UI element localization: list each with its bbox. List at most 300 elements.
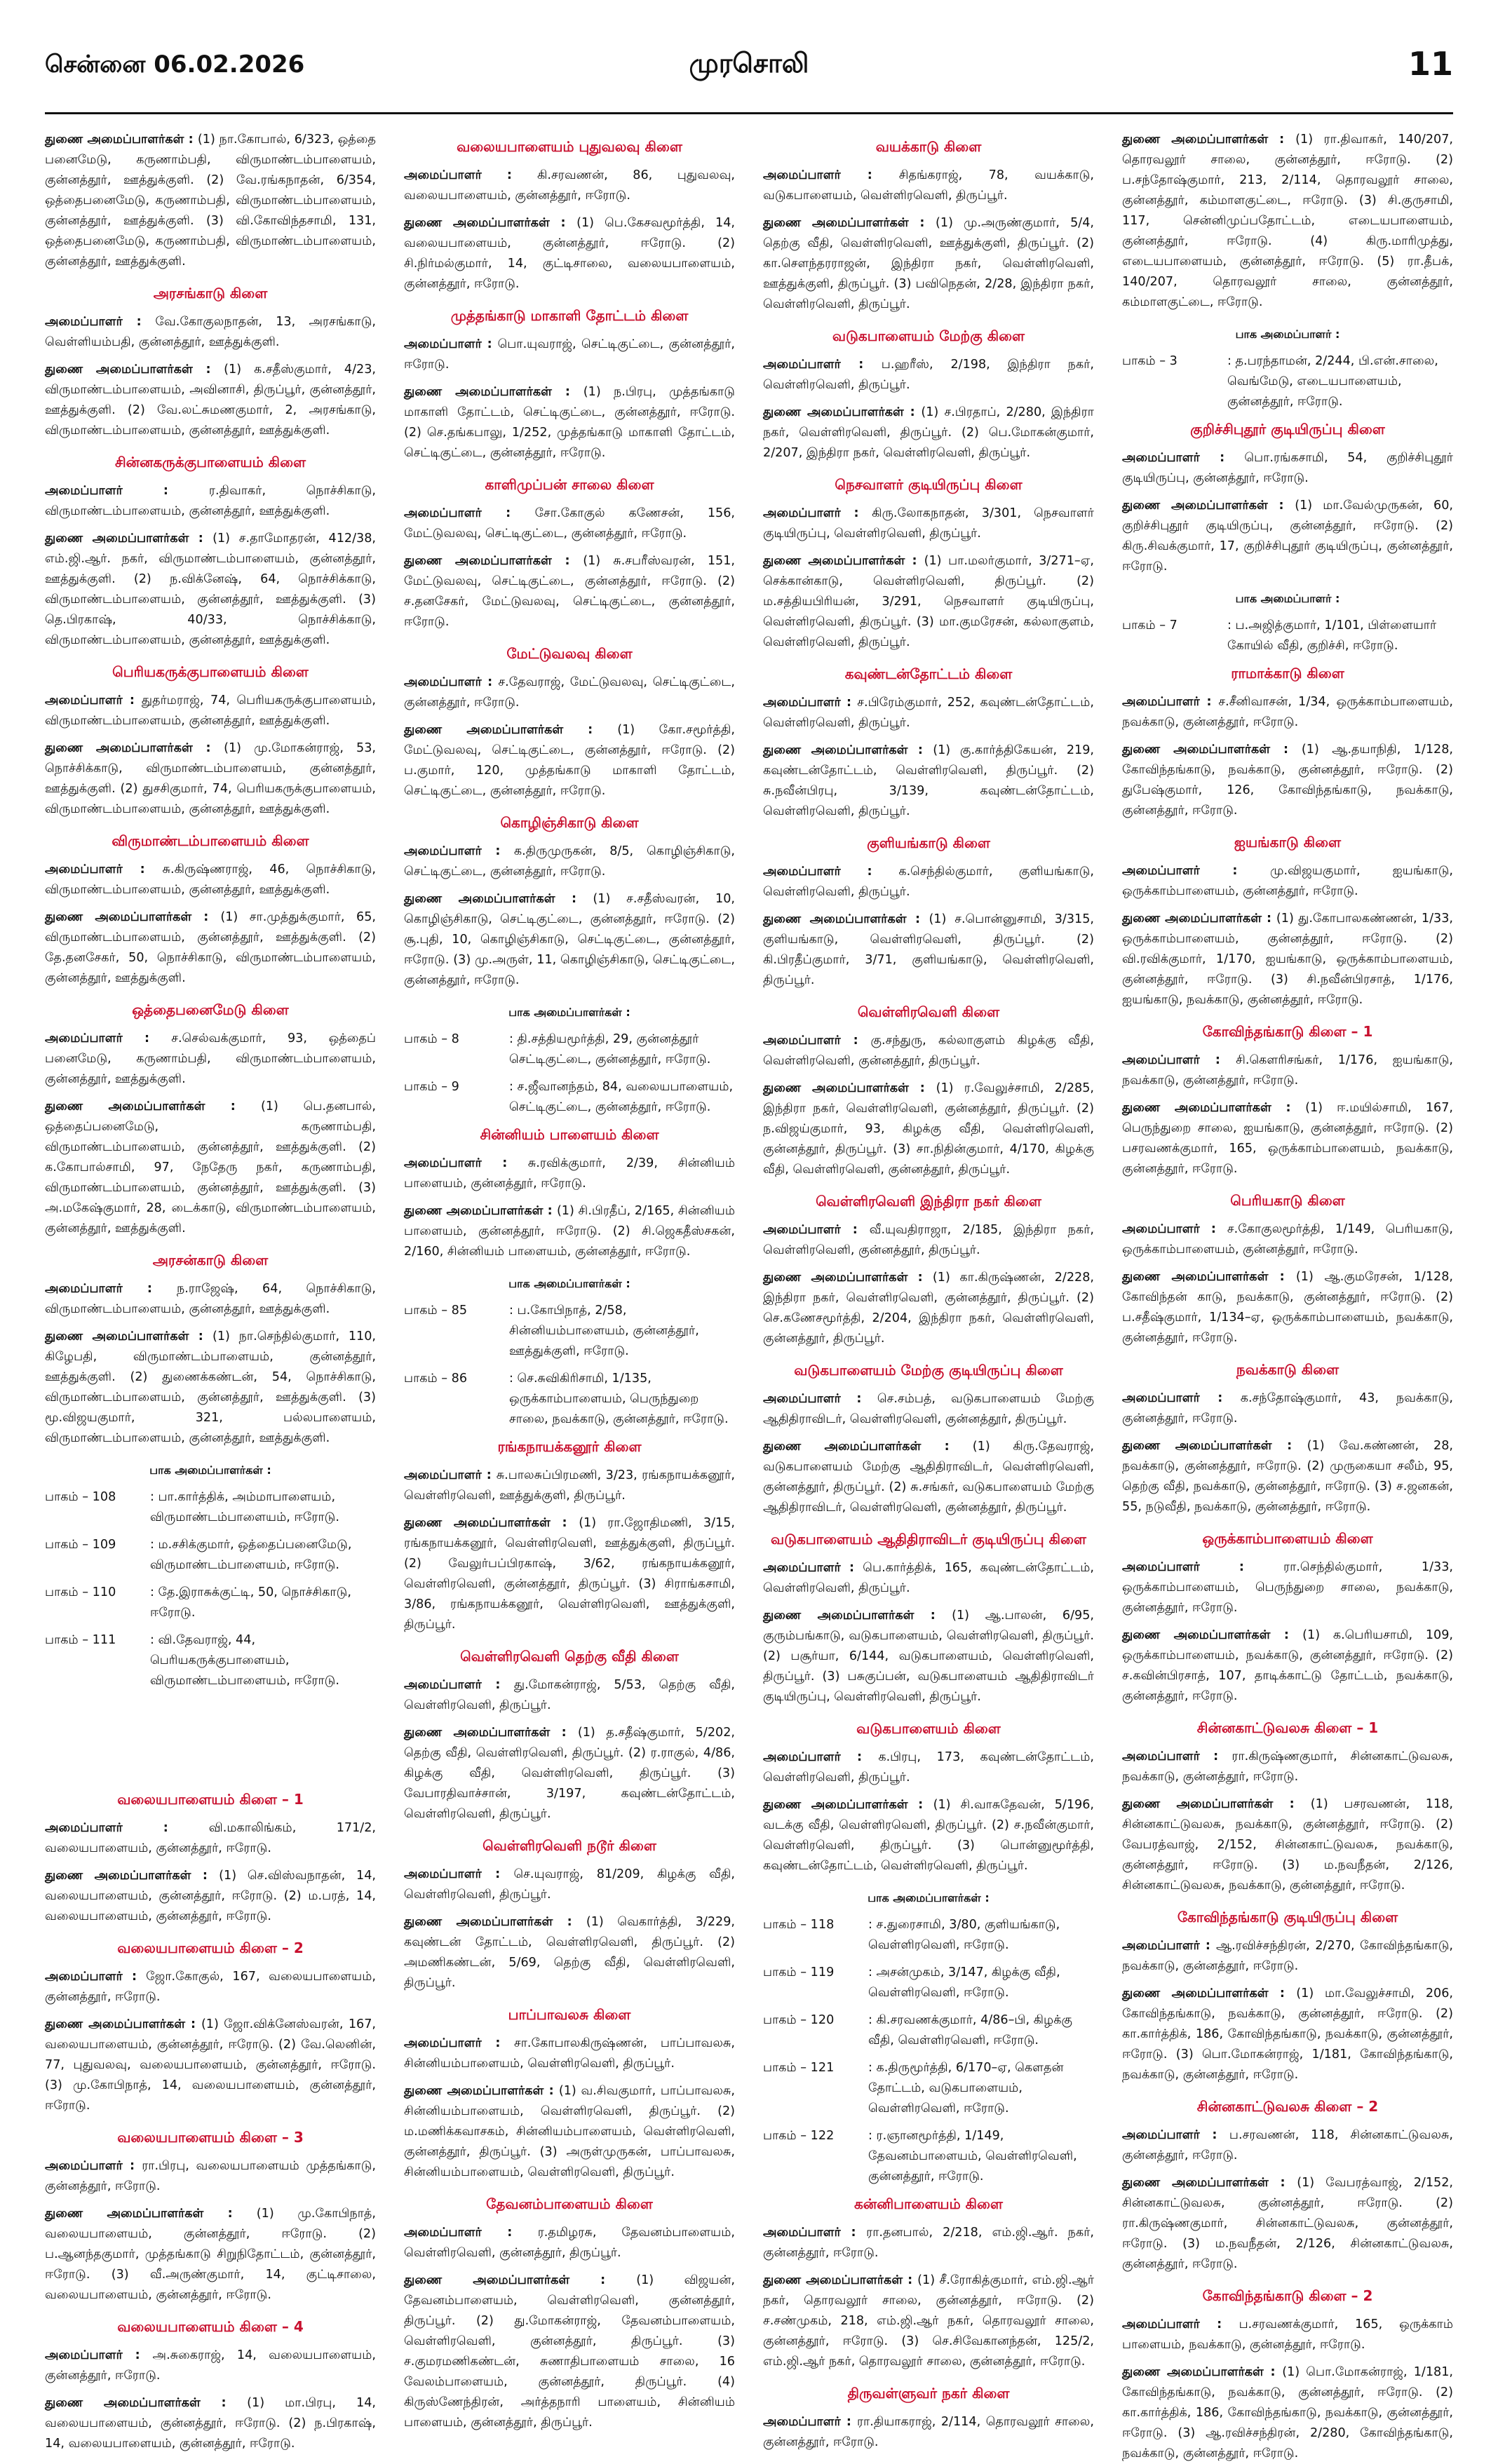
column-4 — [1122, 130, 1454, 2460]
office-bearer-entry — [763, 693, 1094, 733]
names-text: (1) ஜோ.விக்னேஸ்வரன், 167, வலையபாளையம், குன்னத்தூர், ஈரோடு. (2) வே.லெனின், 77, புதுவலவு, வலையபாளையம், குன்னத்தூர், ஈரோடு. (3) மு.கோபிநாத், 14, வலையபாளையம், குன்னத்தூர், ஈரோடு. — [45, 2017, 376, 2113]
office-bearer-entry — [404, 334, 735, 375]
branch-section — [1122, 130, 1453, 313]
office-bearer-entry — [404, 2223, 735, 2263]
role-label: அமைப்பாளர் : — [1122, 1749, 1232, 1764]
names-text: (1) ர.வேலுச்சாமி, 2/285, இந்திரா நகர், வெள்ளிரவெளி, குன்னத்தூர், திருப்பூர். (2) ந.விஜய்குமார், 93, கிழக்கு வீதி, வெள்ளிரவெளி, குன்னத்தூர், திருப்பூர். (3) சா.நிதின்குமார், 4/170, கிழக்கு வீதி, வெள்ளிரவெளி, குன்னத்தூர், திருப்பூர். — [763, 1081, 1094, 1177]
names-text: (1) த.சதீஷ்குமார், 5/202, தெற்கு வீதி, வெள்ளிரவெளி, திருப்பூர். (2) ர.ராகுல், 4/86, கிழக்கு வீதி, வெள்ளிரவெளி, திருப்பூர். (3) வேபாரதிவாச்சான், 3/197, கவுண்டன்தோட்டம், வெள்ளிரவெளி, திருப்பூர். — [404, 1726, 735, 1821]
names-text: (1) சா.முத்துக்குமார், 65, விருமாண்டம்பாளையம், குன்னத்தூர், ஊத்துக்குளி. (2) தே.தனசேகர், 50, நொச்சிகாடு, விருமாண்டம்பாளையம், குன்னத்தூர், ஊத்துக்குளி. — [45, 910, 376, 985]
role-label: அமைப்பாளர் : — [1122, 1222, 1227, 1236]
role-label: துணை அமைப்பாளர்கள் : — [1122, 1101, 1306, 1115]
office-bearer-entry — [1122, 740, 1453, 821]
names-text: (1) ந.பிரபு, முத்தங்காடு மாகாளி தோட்டம், செட்டிகுட்டை, குன்னத்தூர், ஈரோடு. (2) செ.தங்கபாலு, 1/252, முத்தங்காடு மாகாளி தோட்டம், செட்டிகுட்டை, குன்னத்தூர், ஈரோடு. — [404, 385, 736, 460]
names-text: (1) மு.மோகன்ராஜ், 53, நொச்சிக்காடு, விருமாண்டம்பாளையம், குன்னத்தூர், ஊத்துக்குளி. (2) துசசிகுமார், 74, பெரியகருக்குபாளையம், விருமாண்டம்பாளையம், குன்னத்தூர், ஊத்துக்குளி. — [45, 741, 377, 816]
office-bearer-entry — [763, 355, 1094, 395]
booth-row — [404, 1029, 735, 1070]
role-label: அமைப்பாளர் : — [1122, 2317, 1239, 2331]
header-rule — [45, 112, 1453, 114]
names-text: (1) விஜயன், தேவனம்பாளையம், வெள்ளிரவெளி, குன்னத்தூர், திருப்பூர். (2) து.மோகன்ராஜ், தேவனம்பாளையம், வெள்ளிரவெளி, குன்னத்தூர், திருப்பூர். (3) ச.குமரமணிகண்டன், சுணாதிபாளையம் சாலை, 16 வேலம்பாளையம், குன்னத்தூர், திருப்பூர். (4) கிருஸ்ணேந்திரன், அர்த்தநாரி பாளையம், சின்னியம் பாளையம், குன்னத்தூர், திருப்பூர். — [404, 2273, 735, 2430]
branch-section — [763, 833, 1094, 991]
role-label: துணை அமைப்பாளர்கள் : — [763, 554, 924, 568]
branch-title: நெசவாளர் குடியிருப்பு கிளை — [835, 476, 1023, 493]
names-text: பெ.கார்த்திக், 165, கவுண்டன்தோட்டம், வெள்ளிரவெளி, திருப்பூர். — [763, 1561, 1094, 1595]
names-text: ப.சரவணன், 118, சின்னகாட்டுவலசு, குன்னத்தூர், ஈரோடு. — [1122, 2128, 1453, 2162]
role-label: அமைப்பாளர் : — [763, 2415, 857, 2429]
branch-section — [404, 1836, 735, 1993]
role-label: அமைப்பாளர் : — [45, 693, 142, 708]
names-text: (1) பொ.மோகன்ராஜ், 1/181, கோவிந்தங்காடு, நவக்காடு, குன்னத்தூர், ஈரோடு. (2) கா.கார்த்திக், 186, கோவிந்தங்காடு, நவக்காடு, குன்னத்தூர், ஈரோடு. (3) ஆ.ரவிச்சந்திரன், 2/280, கோவிந்தங்காடு, நவக்காடு, குன்னத்தூர், ஈரோடு. — [1122, 2365, 1453, 2460]
booth-row — [45, 1535, 376, 1576]
office-bearer-entry — [404, 720, 735, 801]
role-label: அமைப்பாளர் : — [45, 862, 163, 876]
office-bearer-entry — [1122, 692, 1453, 733]
office-bearer-entry — [763, 503, 1094, 544]
role-label: அமைப்பாளர் : — [1122, 451, 1245, 465]
office-bearer-entry — [404, 2033, 735, 2074]
role-label: துணை அமைப்பாளர்கள் : — [763, 2273, 918, 2287]
names-text: க.பிரபு, 173, கவுண்டன்தோட்டம், வெள்ளிரவெளி, திருப்பூர். — [763, 1750, 1094, 1785]
office-bearer-entry — [1122, 1984, 1453, 2085]
branch-section — [404, 644, 735, 801]
names-text: துதர்மராஜ், 74, பெரியகருக்குபாளையம், விருமாண்டம்பாளையம், குன்னத்தூர், ஊத்துக்குளி. — [45, 693, 376, 728]
booth-number: பாகம் – 109 — [45, 1538, 116, 1552]
office-bearer-entry — [404, 1723, 735, 1825]
role-label: துணை அமைப்பாளர்கள் : — [763, 216, 936, 230]
branch-title: குறிச்சிபுதூர் குடியிருப்பு கிளை — [1190, 421, 1385, 438]
office-bearer-entry — [1122, 1098, 1453, 1179]
names-text: சு.ரவிக்குமார், 2/39, சின்னியம் பாளையம், குன்னத்தூர், ஈரோடு. — [404, 1156, 736, 1191]
office-bearer-entry — [1122, 909, 1453, 1010]
branch-section — [763, 1360, 1094, 1518]
names-text: (1) நா.செந்தில்குமார், 110, கிழேபதி, விருமாண்டம்பாளையம், குன்னத்தூர், ஊத்துக்குளி. (2) துணைக்கண்டன், 54, நொச்சிகாடு, விருமாண்டம்பாளையம், குன்னத்தூர், ஊத்துக்குளி. (3) மூ.விஜயகுமார், 321, பல்லபாளையம், விருமாண்டம்பாளையம், குன்னத்தூர், ஊத்துக்குளி. — [45, 1329, 376, 1445]
booth-number: பாகம் – 86 — [404, 1372, 468, 1386]
office-bearer-entry — [45, 481, 376, 522]
names-text: ச.பிரேம்குமார், 252, கவுண்டன்தோட்டம், வெள்ளிரவெளி, திருப்பூர். — [763, 696, 1094, 730]
booth-row — [45, 1583, 376, 1623]
names-text: ச.செல்வக்குமார், 93, ஒத்தைப் பனைமேடு, கருணாம்பதி, விருமாண்டம்பாளையம், குன்னத்தூர், ஊத்துக்குளி. — [45, 1031, 377, 1086]
names-text: (1) சீ.ரோகித்குமார், எம்.ஜி.ஆர் நகர், தொரவலூர் சாலை, குன்னத்தூர், ஈரோடு. (2) ச.சண்முகம், 218, எம்.ஜி.ஆர் நகர், தொரவலூர் சாலை, குன்னத்தூர், ஈரோடு. (3) செ.சிவேகானந்தன், 125/2, எம்.ஜி.ஆர் நகர், தொரவலூர் சாலை, குன்னத்தூர், ஈரோடு. — [763, 2273, 1095, 2369]
names-text: (1) மா.வேலுச்சாமி, 206, கோவிந்தங்காடு, நவக்காடு, குன்னத்தூர், ஈரோடு. (2) கா.கார்த்திக், 186, கோவிந்தங்காடு, நவக்காடு, குன்னத்தூர், ஈரோடு. (3) பொ.மோகன்ராஜ், 1/181, கோவிந்தங்காடு, நவக்காடு, குன்னத்தூர், ஈரோடு. — [1122, 1986, 1453, 2082]
branch-title: வடுகபாளையம் மேற்கு கிளை — [832, 327, 1025, 344]
office-bearer-entry — [45, 130, 376, 272]
names-text: (1) பா.மலர்குமார், 3/271–ஏ, செக்கான்காடு, வெள்ளிரவெளி, திருப்பூர். (2) ம.சத்தியபிரியன், 3/291, நெசவாளர் குடியிருப்பு, வெள்ளிரவெளி, திருப்பூர். (3) மா.குமரேசன், கல்லாகுளம், வெள்ளிரவெளி, திருப்பூர். — [763, 554, 1095, 649]
branch-section — [763, 2383, 1094, 2453]
names-text: (1) க.சதீஸ்குமார், 4/23, விருமாண்டம்பாளையம், அவினாசி, திருப்பூர், குன்னத்தூர், ஊத்துக்குளி. (2) வே.லட்சுமணகுமார், 2, அரசங்காடு, விருமாண்டம்பாளையம், குன்னத்தூர், ஊத்துக்குளி. — [45, 363, 376, 438]
branch-title: பாப்பாவலசு கிளை — [508, 2006, 631, 2023]
role-label: அமைப்பாளர் : — [45, 315, 156, 329]
branch-section — [763, 1529, 1094, 1707]
branch-title: ராமாக்காடு கிளை — [1231, 665, 1344, 682]
office-bearer-entry — [763, 1606, 1094, 1707]
office-bearer-entry — [404, 889, 735, 991]
booth-number: பாகம் – 108 — [45, 1490, 116, 1504]
names-text: ரா.தியாகராஜ், 2/114, தொரவலூர் சாலை, குன்னத்தூர், ஈரோடு. — [763, 2415, 1094, 2449]
names-text: (1) ஆ.தயாநிதி, 1/128, கோவிந்தங்காடு, நவக்காடு, குன்னத்தூர், ஈரோடு. (2) துபேஷ்குமார், 126, கோவிந்தங்காடு, நவக்காடு, குன்னத்தூர், ஈரோடு. — [1122, 743, 1453, 818]
branch-section — [45, 1000, 376, 1239]
date-line: சென்னை 06.02.2026 — [45, 50, 305, 79]
role-label: அமைப்பாளர் : — [404, 1678, 514, 1692]
role-label: துணை அமைப்பாளர்கள் : — [404, 2084, 559, 2098]
role-label: அமைப்பாளர் : — [763, 2226, 867, 2240]
office-bearer-entry — [763, 551, 1094, 653]
role-label: துணை அமைப்பாளர்கள் : — [45, 1099, 261, 1113]
booth-number: பாகம் – 110 — [45, 1585, 116, 1599]
names-text: சு.கிருஷ்ணராஜ், 46, நொச்சிகாடு, விருமாண்டம்பாளையம், குன்னத்தூர், ஊத்துக்குளி. — [45, 862, 376, 897]
names-text: து.மோகன்ராஜ், 5/53, தெற்கு வீதி, வெள்ளிரவெளி, திருப்பூர். — [404, 1678, 736, 1712]
role-label: துணை அமைப்பாளர்கள் : — [1122, 912, 1276, 926]
names-text: ர.தமிழரசு, தேவனம்பாளையம், வெள்ளிரவெளி, குன்னத்தூர், திருப்பூர். — [404, 2226, 735, 2260]
office-bearer-entry — [404, 672, 735, 713]
booth-number: பாகம் – 111 — [45, 1633, 116, 1647]
role-label: அமைப்பாளர் : — [404, 1156, 528, 1170]
booth-agent: : ர.ஞானமூர்த்தி, 1/149, தேவனம்பாளையம், வெள்ளிரவெளி, குன்னத்தூர், ஈரோடு. — [868, 2129, 1077, 2184]
booth-row — [404, 1301, 735, 1362]
role-label: துணை அமைப்பாளர்கள் : — [404, 1726, 578, 1740]
role-label: துணை அமைப்பாளர்கள் : — [45, 741, 224, 755]
booth-number: பாகம் – 122 — [763, 2129, 835, 2143]
office-bearer-entry — [45, 860, 376, 900]
masthead — [45, 42, 1453, 105]
names-text: (1) சி.வாசுதேவன், 5/196, வடக்கு வீதி, வெள்ளிரவெளி, திருப்பூர். (2) ச.நவீன்குமார், வெள்ளிரவெளி, திருப்பூர். (3) பொன்னுமூர்த்தி, கவுண்டன்தோட்டம், வெள்ளிரவெளி, திருப்பூர். — [763, 1798, 1094, 1873]
role-label: துணை அமைப்பாளர்கள் : — [1122, 2176, 1297, 2190]
branch-title: அரசங்காடு கிளை — [153, 285, 268, 302]
booth-agent: : ப.கோபிநாத், 2/58, சின்னியம்பாளையம், குன்னத்தூர், ஊத்துக்குளி, ஈரோடு. — [509, 1304, 699, 1358]
role-label: அமைப்பாளர் : — [763, 168, 899, 182]
names-text: (1) ரா.திவாகர், 140/207, தொரவலூர் சாலை, குன்னத்தூர், ஈரோடு. (2) ப.சந்தோஷ்குமார், 213, 2/114, தொரவலூர் சாலை, குன்னத்தூர், கம்மாளகுட்டை, ஈரோடு. (3) சி.குருசாமி, 117, சென்னிமுப்பதோட்டம், எடையபாளையம், குன்னத்தூர், ஈரோடு. (4) கிரு.மாரிமுத்து, எடையபாளையம், குன்னத்தூர், ஈரோடு. (5) ரா.தீபக், 140/207, தொரவலூர் சாலை, குன்னத்தூர், கம்மாளகுட்டை, ஈரோடு. — [1122, 133, 1453, 309]
booth-row — [763, 2126, 1094, 2187]
booth-row — [763, 1915, 1094, 1956]
office-bearer-entry — [45, 1279, 376, 1320]
names-text: வே.கோகுலநாதன், 13, அரசங்காடு, வெள்ளியம்பதி, குன்னத்தூர், ஊத்துக்குளி. — [45, 315, 377, 349]
role-label: அமைப்பாளர் : — [763, 506, 872, 520]
names-text: ஆ.ரவிச்சந்திரன், 2/270, கோவிந்தங்காடு, நவக்காடு, குன்னத்தூர், ஈரோடு. — [1122, 1939, 1453, 1973]
office-bearer-entry — [404, 1675, 735, 1716]
role-label: துணை அமைப்பாளர்கள் : — [404, 554, 583, 568]
office-bearer-entry — [45, 1327, 376, 1449]
names-text: (1) ச.தாமோதரன், 412/38, எம்.ஜி.ஆர். நகர், விருமாண்டம்பாளையம், குன்னத்தூர், ஊத்துக்குளி. (2) ந.விக்னேஷ், 64, நொச்சிக்காடு, விருமாண்டம்பாளையம், குன்னத்தூர், ஊத்துக்குளி. (3) தெ.பிரகாஷ், 40/33, நொச்சிக்காடு, விருமாண்டம்பாளையம், குன்னத்தூர், ஊத்துக்குளி. — [45, 532, 376, 647]
office-bearer-entry — [45, 1967, 376, 2008]
role-label: துணை அமைப்பாளர்கள் : — [404, 1516, 579, 1530]
office-bearer-entry — [1122, 1794, 1453, 1896]
office-bearer-entry — [45, 2204, 376, 2306]
booth-row — [404, 1369, 735, 1430]
booth-agent: : க.திருமூர்த்தி, 6/170–ஏ, கௌதன் தோட்டம், வடுகபாளையம், வெள்ளிரவெளி, ஈரோடு. — [868, 2061, 1064, 2116]
names-text: சி.கௌரிசங்கர், 1/176, ஐயங்காடு, நவக்காடு, குன்னத்தூர், ஈரோடு. — [1122, 1053, 1453, 1088]
branch-section — [45, 1938, 376, 2116]
office-bearer-entry — [763, 1389, 1094, 1430]
branch-title: ஒத்தைபனைமேடு கிளை — [132, 1001, 289, 1018]
role-label: அமைப்பாளர் : — [763, 1034, 871, 1048]
role-label: துணை அமைப்பாளர்கள் : — [45, 2017, 201, 2031]
office-bearer-entry — [763, 1795, 1094, 1876]
names-text: (1) மா.வேல்முருகன், 60, குறிச்சிபுதூர் குடியிருப்பு, குன்னத்தூர், ஈரோடு. (2) கிரு.சிவக்குமார், 17, குறிச்சிபுதூர் குடியிருப்பு, குன்னத்தூர், ஈரோடு. — [1122, 499, 1454, 574]
branch-title: வலையபாளையம் புதுவலவு கிளை — [457, 138, 682, 155]
branch-section — [1122, 1022, 1453, 1179]
office-bearer-entry — [1122, 1388, 1453, 1429]
branch-section — [763, 1002, 1094, 1180]
office-bearer-entry — [404, 1864, 735, 1905]
booth-row — [763, 2010, 1094, 2051]
names-text: (1) ஆ.குமரேசன், 1/128, கோவிந்தன் காடு, நவக்காடு, குன்னத்தூர், ஈரோடு. (2) ப.சதீஷ்குமார், 1/134–ஏ, ஒருக்காம்பாளையம், நவக்காடு, குன்னத்தூர், ஈரோடு. — [1122, 1270, 1453, 1345]
role-label: துணை அமைப்பாளர்கள் : — [1122, 499, 1295, 513]
booth-number: பாகம் – 121 — [763, 2061, 835, 2075]
names-text: (1) சி.பிரதீப், 2/165, சின்னியம் பாளையம், குன்னத்தூர், ஈரோடு. (2) சி.ஜெகதீஸ்சகன், 2/160, சின்னியம் பாளையம், குன்னத்தூர், ஈரோடு. — [404, 1204, 736, 1259]
names-text: (1) மு.கோபிநாத், வலையபாளையம், குன்னத்தூர், ஈரோடு. (2) ப.ஆனந்தகுமார், முத்தங்காடு சிறுநிதோட்டம், குன்னத்தூர், ஈரோடு. (3) வீ.அருண்குமார், 14, குட்டிசாலை, வலையபாளையம், குன்னத்தூர், ஈரோடு. — [45, 2207, 376, 2302]
branch-section — [45, 283, 376, 441]
office-bearer-entry — [404, 503, 735, 544]
names-text: (1) வ.சிவகுமார், பாப்பாவலசு, சின்னியம்பாளையம், வெள்ளிரவெளி, திருப்பூர். (2) ம.மணிக்கவாசகம், சின்னியம்பாளையம், வெள்ளிரவெளி, குன்னத்தூர், திருப்பூர். (3) அருள்முருகன், பாப்பாவலசு, சின்னியம்பாளையம், வெள்ளிரவெளி, திருப்பூர். — [404, 2084, 735, 2179]
role-label: அமைப்பாளர் : — [404, 168, 537, 182]
names-text: (1) பெ.தனபால், ஒத்தைப்பனைமேடு, கருணாம்பதி, விருமாண்டம்பாளையம், குன்னத்தூர், ஊத்துக்குளி. (2) க.கோபால்சாமி, 97, நேதேரு நகர், கருணாம்பதி, விருமாண்டம்பாளையம், குன்னத்தூர், ஊத்துக்குளி. (3) அ.மகேஷ்குமார், 28, டைக்காடு, விருமாண்டம்பாளையம், குன்னத்தூர், ஊத்துக்குளி. — [45, 1099, 376, 1236]
branch-title: ஐயங்காடு கிளை — [1234, 834, 1342, 851]
names-text: (1) வெகார்த்தி, 3/229, கவுண்டன் தோட்டம், வெள்ளிரவெளி, திருப்பூர். (2) அமணிகண்டன், 5/69, தெற்கு வீதி, வெள்ளிரவெளி, திருப்பூர். — [404, 1915, 735, 1990]
office-bearer-entry — [1122, 448, 1453, 489]
role-label: துணை அமைப்பாளர்கள் : — [1122, 1797, 1311, 1811]
branch-title: விருமாண்டம்பாளையம் கிளை — [112, 832, 309, 849]
office-bearer-entry — [1122, 2362, 1453, 2464]
names-text: ரா.செந்தில்குமார், 1/33, ஒருக்காம்பாளையம், பெருந்துறை சாலை, நவக்காடு, குன்னத்தூர், ஈரோடு. — [1122, 1560, 1453, 1615]
office-bearer-entry — [763, 1220, 1094, 1261]
branch-section — [404, 1125, 735, 1262]
booth-row — [763, 2058, 1094, 2119]
branch-title: கோவிந்தங்காடு குடியிருப்பு கிளை — [1177, 1909, 1398, 1925]
role-label: அமைப்பாளர் : — [45, 1821, 209, 1835]
branch-title: திருவள்ளுவர் நகர் கிளை — [847, 2385, 1010, 2402]
role-label: துணை அமைப்பாளர்கள் : — [1122, 133, 1296, 147]
branch-title: மேட்டுவலவு கிளை — [506, 645, 633, 662]
branch-section — [404, 2194, 735, 2433]
office-bearer-entry — [1122, 1625, 1453, 1707]
names-text: ச.சீனிவாசன், 1/34, ஒருக்காம்பாளையம், நவக்காடு, குன்னத்தூர், ஈரோடு. — [1122, 695, 1454, 729]
role-label: துணை அமைப்பாளர்கள் : — [1122, 743, 1302, 757]
office-bearer-entry — [763, 1437, 1094, 1518]
booth-number: பாகம் – 118 — [763, 1918, 835, 1932]
booth-agent: : தி.சத்தியமூர்த்தி, 29, குன்னத்தூர் செட்டிகுட்டை, குன்னத்தூர், ஈரோடு. — [509, 1032, 711, 1067]
office-bearer-entry — [763, 740, 1094, 822]
names-text: (1) ஆ.பாலன், 6/95, குரும்பங்காடு, வடுகபாளையம், வெள்ளிரவெளி, திருப்பூர். (2) பசூர்யா, 6/144, வடுகபாளையம், வெள்ளிரவெளி, திருப்பூர். (3) பசுகுப்பன், வடுகபாளையம் ஆதிதிராவிடர் குடியிருப்பு, வெள்ளிரவெளி, திருப்பூர். — [763, 1609, 1095, 1704]
booth-agent: : கி.சரவணக்குமார், 4/86–பி, கிழக்கு வீதி, வெள்ளிரவெளி, ஈரோடு. — [868, 2013, 1072, 2047]
office-bearer-entry — [1122, 1267, 1453, 1348]
branch-title: குளியங்காடு கிளை — [867, 834, 990, 851]
names-text: ர.திவாகர், நொச்சிகாடு, விருமாண்டம்பாளையம், குன்னத்தூர், ஊத்துக்குளி. — [45, 484, 377, 518]
names-text: (1) பெ.கேசவமூர்த்தி, 14, வலையபாளையம், குன்னத்தூர், ஈரோடு. (2) சி.நிர்மல்குமார், 14, குட்டிசாலை, வலையபாளையம், குன்னத்தூர், ஈரோடு. — [404, 216, 735, 291]
branch-section — [404, 137, 735, 295]
office-bearer-entry — [1122, 1557, 1453, 1618]
names-text: அ.சுகைராஜ், 14, வலையபாளையம், குன்னத்தூர், ஈரோடு. — [45, 2348, 376, 2383]
branch-title: வெள்ளிரவெளி கிளை — [857, 1003, 1000, 1020]
branch-section — [1122, 663, 1453, 821]
names-text: (1) க.பெரியசாமி, 109, ஒருக்காம்பாளையம், நவக்காடு, குன்னத்தூர், ஈரோடு. (2) ச.கவின்பிரசாத், 107, தாடிக்காட்டு தோட்டம், நவக்காடு, குன்னத்தூர், ஈரோடு. — [1122, 1628, 1453, 1703]
office-bearer-entry — [1122, 2125, 1453, 2166]
names-text: (1) செ.விஸ்வநாதன், 14, வலையபாளையம், குன்னத்தூர், ஈரோடு. (2) ம.பரத், 14, வலையபாளையம், குன்னத்தூர், ஈரோடு. — [45, 1869, 376, 1923]
names-text: ச.தேவராஜ், மேட்டுவலவு, செட்டிகுட்டை, குன்னத்தூர், ஈரோடு. — [404, 675, 735, 710]
branch-section — [763, 326, 1094, 463]
booth-section-title: பாக அமைப்பாளர்கள் : — [508, 1006, 630, 1019]
role-label: அமைப்பாளர் : — [763, 696, 858, 710]
branch-section — [1122, 832, 1453, 1010]
role-label: அமைப்பாளர் : — [763, 358, 882, 372]
names-text: ரா.கிருஷ்ணகுமார், சின்னகாட்டுவலசு, நவக்காடு, குன்னத்தூர், ஈரோடு. — [1122, 1749, 1454, 1784]
names-text: கு.சந்துரு, கல்லாகுளம் கிழக்கு வீதி, வெள்ளிரவெளி, குன்னத்தூர், திருப்பூர். — [763, 1034, 1094, 1068]
column-3 — [763, 130, 1095, 2449]
role-label: அமைப்பாளர் : — [404, 337, 498, 351]
branch-title: கோவிந்தங்காடு கிளை – 2 — [1202, 2287, 1373, 2304]
role-label: அமைப்பாளர் : — [763, 1392, 877, 1406]
branch-section — [763, 2194, 1094, 2372]
names-text: கிரு.லோகநாதன், 3/301, நெசவாளர் குடியிருப்பு, வெள்ளிரவெளி, திருப்பூர். — [763, 506, 1094, 541]
branch-section — [404, 475, 735, 632]
branch-title: கொழிஞ்சிகாடு கிளை — [500, 814, 639, 831]
names-text: (1) வே.கண்ணன், 28, நவக்காடு, குன்னத்தூர், ஈரோடு. (2) முருகையா சலீம், 95, தெற்கு வீதி, நவக்காடு, குன்னத்தூர், ஈரோடு. (3) ச.ஜனகன், 55, நடுவீதி, நவக்காடு, குன்னத்தூர், ஈரோடு. — [1122, 1439, 1453, 1514]
office-bearer-entry — [763, 862, 1094, 902]
names-text: செ.யுவராஜ், 81/209, கிழக்கு வீதி, வெள்ளிரவெளி, திருப்பூர். — [404, 1867, 735, 1902]
booth-agent: : அசன்முகம், 3/147, கிழக்கு வீதி, வெள்ளிரவெளி, ஈரோடு. — [868, 1965, 1060, 2000]
role-label: துணை அமைப்பாளர்கள் : — [404, 2273, 637, 2287]
branch-title: வலையபாளையம் கிளை – 4 — [117, 2318, 304, 2335]
office-bearer-entry — [763, 213, 1094, 315]
booth-agent: : செ.சுவிகிரிசாமி, 1/135, ஒருக்காம்பாளையம், பெருந்துறை சாலை, நவக்காடு, குன்னத்தூர், ஈரோடு. — [509, 1372, 729, 1426]
branch-title: முத்தங்காடு மாகாளி தோட்டம் கிளை — [450, 307, 689, 324]
names-text: சோ.கோகுல் கணேசன், 156, மேட்டுவலவு, செட்டிகுட்டை, குன்னத்தூர், ஈரோடு. — [404, 506, 735, 541]
office-bearer-entry — [763, 402, 1094, 463]
names-text: (1) வேபரத்வாஜ், 2/152, சின்னகாட்டுவலசு, குன்னத்தூர், ஈரோடு. (2) ரா.கிருஷ்ணகுமார், சின்னகாட்டுவலசு, குன்னத்தூர், ஈரோடு. (3) ம.நவநீதன், 2/126, சின்னகாட்டுவலசு, குன்னத்தூர், ஈரோடு. — [1122, 2176, 1453, 2271]
role-label: துணை அமைப்பாளர்கள் : — [404, 1204, 557, 1218]
role-label: அமைப்பாளர் : — [1122, 1939, 1216, 1953]
booth-row — [45, 1630, 376, 1691]
role-label: அமைப்பாளர் : — [404, 675, 499, 689]
role-label: துணை அமைப்பாளர்கள் : — [45, 910, 221, 924]
booth-number: பாகம் – 119 — [763, 1965, 835, 1979]
booth-number: பாகம் – 9 — [404, 1080, 459, 1094]
role-label: அமைப்பாளர் : — [45, 1031, 172, 1045]
column-1 — [45, 130, 377, 2451]
role-label: துணை அமைப்பாளர்கள் : — [404, 385, 583, 399]
office-bearer-entry — [45, 1866, 376, 1927]
names-text: வீ.யுவதிராஜா, 2/185, இந்திரா நகர், வெள்ளிரவெளி, குன்னத்தூர், திருப்பூர். — [763, 1223, 1094, 1257]
role-label: துணை அமைப்பாளர்கள் : — [763, 1440, 973, 1454]
role-label: துணை அமைப்பாளர்கள் : — [763, 1271, 933, 1285]
office-bearer-entry — [763, 909, 1094, 991]
role-label: துணை அமைப்பாளர்கள் : — [1122, 1270, 1296, 1284]
office-bearer-entry — [45, 529, 376, 651]
names-text: (1) பசரவணன், 118, சின்னகாட்டுவலசு, நவக்காடு, குன்னத்தூர், ஈரோடு. (2) வேபரத்வாஜ், 2/152, சின்னகாட்டுவலசு, நவக்காடு, குன்னத்தூர், ஈரோடு. (3) ம.நவநீதன், 2/126, சின்னகாட்டுவலசு, நவக்காடு, குன்னத்தூர், ஈரோடு. — [1122, 1797, 1453, 1893]
role-label: துணை அமைப்பாளர்கள் : — [763, 1798, 933, 1812]
role-label: துணை அமைப்பாளர்கள் : — [763, 912, 929, 926]
office-bearer-entry — [404, 1153, 735, 1194]
branch-title: கன்னிபாளையம் கிளை — [854, 2195, 1003, 2212]
role-label: அமைப்பாளர் : — [404, 1867, 514, 1881]
role-label: அமைப்பாளர் : — [1122, 864, 1271, 878]
office-bearer-entry — [404, 1201, 735, 1262]
role-label: அமைப்பாளர் : — [45, 1282, 177, 1296]
office-bearer-entry — [1122, 1747, 1453, 1787]
office-bearer-entry — [763, 1747, 1094, 1788]
names-text: சிதங்கராஜ், 78, வயக்காடு, வடுகபாளையம், வெள்ளிரவெளி, திருப்பூர். — [763, 168, 1094, 203]
role-label: அமைப்பாளர் : — [404, 2226, 538, 2240]
branch-title: வெள்ளிரவெளி நடூர் கிளை — [483, 1837, 656, 1854]
office-bearer-entry — [45, 1097, 376, 1239]
branch-title: கவுண்டன்தோட்டம் கிளை — [844, 665, 1013, 682]
role-label: அமைப்பாளர் : — [1122, 2128, 1229, 2142]
branch-section — [763, 1191, 1094, 1349]
branch-title: வடுகபாளையம் கிளை — [856, 1720, 1001, 1737]
branch-section — [1122, 1360, 1453, 1517]
branch-section — [1122, 2097, 1453, 2275]
booth-agent: : பா.கார்த்திக், அம்மாபாளையம், விருமாண்டம்பாளையம், ஈரோடு. — [150, 1490, 339, 1524]
booth-agent: : ச.துரைசாமி, 3/80, குளியங்காடு, வெள்ளிரவெளி, ஈரோடு. — [868, 1918, 1060, 1952]
office-bearer-entry — [404, 841, 735, 882]
branch-section — [404, 813, 735, 991]
branch-section — [404, 1437, 735, 1635]
role-label: துணை அமைப்பாளர்கள் : — [45, 1329, 212, 1343]
branch-section — [45, 831, 376, 989]
booth-number: பாகம் – 120 — [763, 2013, 835, 2027]
names-text: செ.சம்பத், வடுகபாளையம் மேற்கு ஆதிதிராவிடர், வெள்ளிரவெளி, குன்னத்தூர், திருப்பூர். — [763, 1392, 1095, 1426]
names-text: க.திருமுருகன், 8/5, கொழிஞ்சிகாடு, செட்டிகுட்டை, குன்னத்தூர், ஈரோடு. — [404, 844, 735, 879]
office-bearer-entry — [45, 2345, 376, 2386]
office-bearer-entry — [1122, 1219, 1453, 1260]
names-text: (1) மா.பிரபு, 14, வலையபாளையம், குன்னத்தூர், ஈரோடு. (2) ந.பிரகாஷ், 14, வலையபாளையம், குன்னத்தூர், ஈரோடு. — [45, 2396, 376, 2451]
role-label: துணை அமைப்பாளர்கள் : — [45, 1869, 220, 1883]
branch-title: பெரியகாடு கிளை — [1230, 1192, 1345, 1209]
branch-title: நவக்காடு கிளை — [1236, 1361, 1340, 1378]
office-bearer-entry — [1122, 1936, 1453, 1977]
branch-title: சின்னியம் பாளையம் கிளை — [480, 1126, 659, 1143]
office-bearer-entry — [45, 2156, 376, 2197]
office-bearer-entry — [404, 1912, 735, 1993]
booth-section-title: பாக அமைப்பாளர்கள் : — [149, 1463, 271, 1477]
branch-section — [763, 1719, 1094, 1876]
branch-title: ரங்கநாயக்கனூர் கிளை — [497, 1438, 642, 1455]
names-text: ரா.பிரபு, வலையபாளையம் முத்தங்காடு, குன்னத்தூர், ஈரோடு. — [45, 2159, 376, 2193]
role-label: துணை அமைப்பாளர்கள் : — [45, 2396, 248, 2410]
role-label: அமைப்பாளர் : — [45, 484, 209, 498]
branch-title: சின்னகருக்குபாளையம் கிளை — [114, 454, 306, 471]
branch-section — [763, 475, 1094, 653]
branch-title: தேவனம்பாளையம் கிளை — [486, 2195, 653, 2212]
role-label: அமைப்பாளர் : — [404, 1468, 497, 1482]
branch-title: வயக்காடு கிளை — [875, 138, 982, 155]
branch-title: வலையபாளையம் கிளை – 1 — [117, 1791, 304, 1808]
role-label: துணை அமைப்பாளர்கள் : — [45, 363, 224, 377]
branch-title: வெள்ளிரவெளி தெற்கு வீதி கிளை — [460, 1648, 679, 1665]
office-bearer-entry — [404, 1465, 735, 1506]
office-bearer-entry — [404, 551, 735, 632]
role-label: துணை அமைப்பாளர்கள் : — [404, 216, 577, 230]
branch-title: வடுகபாளையம் ஆதிதிராவிடர் குடியிருப்பு கிளை — [771, 1531, 1086, 1548]
office-bearer-entry — [45, 1818, 376, 1859]
names-text: மு.விஜயகுமார், ஐயங்காடு, ஒருக்காம்பாளையம், குன்னத்தூர், ஈரோடு. — [1122, 864, 1453, 898]
role-label: துணை அமைப்பாளர்கள் : — [763, 405, 922, 419]
office-bearer-entry — [404, 382, 735, 463]
office-bearer-entry — [45, 360, 376, 441]
role-label: துணை அமைப்பாளர்கள் : — [45, 133, 198, 147]
office-bearer-entry — [1122, 861, 1453, 902]
role-label: அமைப்பாளர் : — [1122, 1391, 1241, 1405]
booth-number: பாகம் – 8 — [404, 1032, 459, 1046]
office-bearer-entry — [45, 1029, 376, 1090]
office-bearer-entry — [45, 907, 376, 989]
names-text: க.சந்தோஷ்குமார், 43, நவக்காடு, குன்னத்தூர், ஈரோடு. — [1122, 1391, 1453, 1426]
branch-section — [1122, 419, 1453, 577]
role-label: அமைப்பாளர் : — [1122, 1560, 1284, 1574]
booth-agent: : த.பரந்தாமன், 2/244, பி.என்.சாலை, வெங்மேடு, எடையபாளையம், குன்னத்தூர், ஈரோடு. — [1227, 354, 1438, 409]
role-label: துணை அமைப்பாளர்கள் : — [1122, 1986, 1297, 2001]
office-bearer-entry — [45, 312, 376, 353]
office-bearer-entry — [1122, 1436, 1453, 1517]
names-text: (1) கு.கார்த்திகேயன், 219, கவுண்டன்தோட்டம், வெள்ளிரவெளி, திருப்பூர். (2) சு.நவீன்பிரபு, 3/139, கவுண்டன்தோட்டம், வெள்ளிரவெளி, திருப்பூர். — [763, 743, 1095, 818]
names-text: (1) கிரு.தேவராஜ், வடுகபாளையம் மேற்கு ஆதிதிராவிடர், வெள்ளிரவெளி, குன்னத்தூர், திருப்பூர். (2) சு.சங்கர், வடுகபாளையம் மேற்கு ஆதிதிராவிடர், வெள்ளிரவெளி, குன்னத்தூர், திருப்பூர். — [763, 1440, 1094, 1515]
